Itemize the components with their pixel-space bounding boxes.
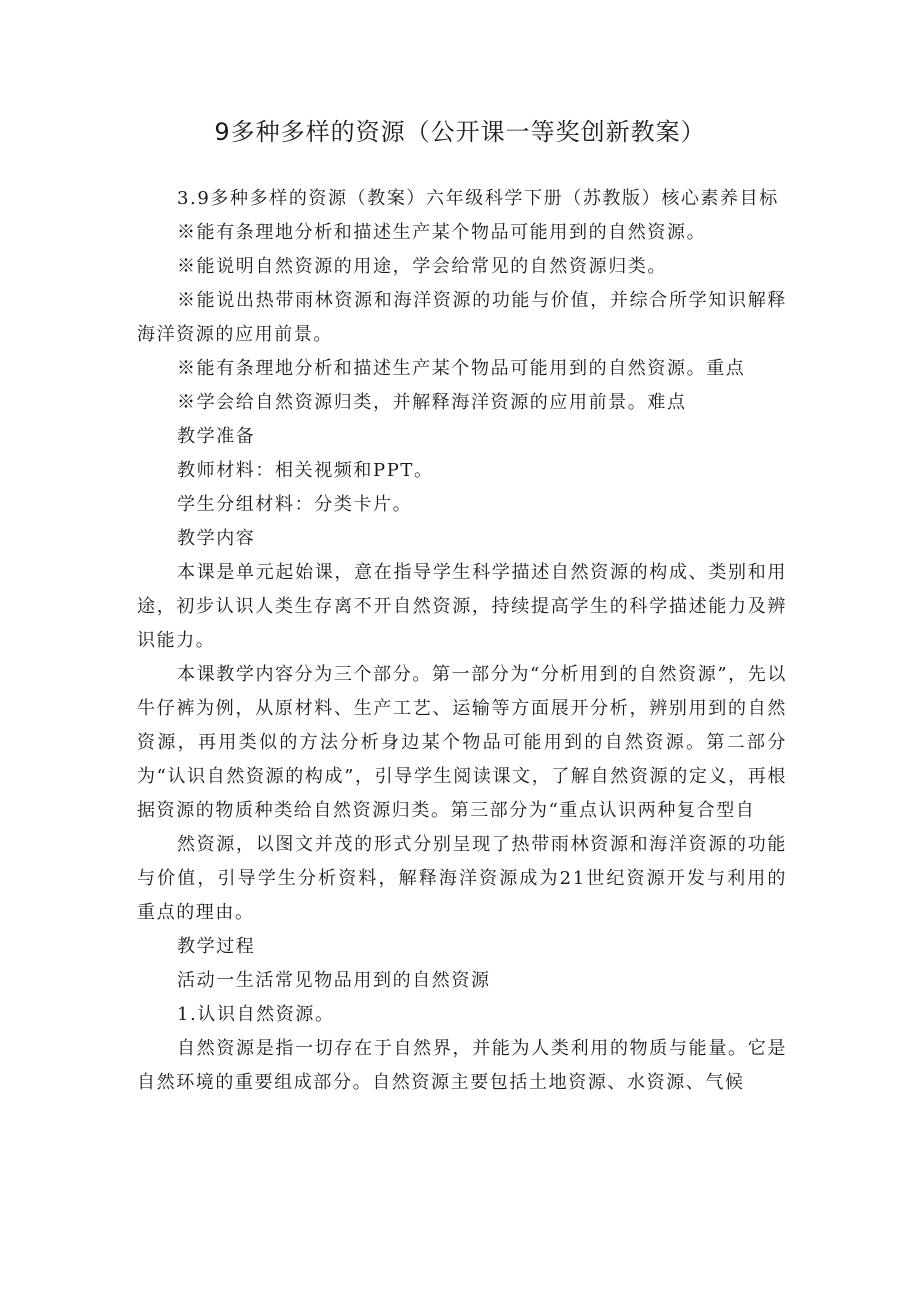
paragraph-content-3: 然资源，以图文并茂的形式分别呈现了热带雨林资源和海洋资源的功能与价值，引导学生分析资料，解释海洋资源成为21世纪资源开发与利用的重点的理由。 xyxy=(137,834,787,923)
paragraph-content-1: 本课是单元起始课，意在指导学生科学描述自然资源的构成、类别和用途，初步认识人类生存离不开自然资源，持续提高学生的科学描述能力及辨识能力。 xyxy=(137,562,787,651)
paragraph-student-materials: 学生分组材料：分类卡片。 xyxy=(177,494,413,515)
document-title: 9多种多样的资源（公开课一等奖创新教案） xyxy=(214,118,706,146)
heading-step-1: 1.认识自然资源。 xyxy=(177,1004,335,1025)
heading-teaching-preparation: 教学准备 xyxy=(177,426,256,447)
heading-teaching-process: 教学过程 xyxy=(177,936,256,957)
paragraph-goal-3: ※能说出热带雨林资源和海洋资源的功能与价值，并综合所学知识解释海洋资源的应用前景。 xyxy=(137,290,787,345)
paragraph-goal-1: ※能有条理地分析和描述生产某个物品可能用到的自然资源。 xyxy=(177,222,707,243)
paragraph-goal-2: ※能说明自然资源的用途，学会给常见的自然资源归类。 xyxy=(177,256,667,277)
heading-teaching-content: 教学内容 xyxy=(177,528,256,549)
paragraph-difficulty: ※学会给自然资源归类，并解释海洋资源的应用前景。难点 xyxy=(177,392,687,413)
paragraph-key-point: ※能有条理地分析和描述生产某个物品可能用到的自然资源。重点 xyxy=(177,358,746,379)
document-body xyxy=(137,182,787,1100)
paragraph-content-2: 本课教学内容分为三个部分。第一部分为“分析用到的自然资源”，先以牛仔裤为例，从原材料、生产工艺、运输等方面展开分析，辨别用到的自然资源，再用类似的方法分析身边某个物品可能用到的自然资源。第二部分为“认识自然资源的构成”，引导学生阅读课文，了解自然资源的定义，再根据资源的物质种类给自然资源归类。第三部分为“重点认识两种复合型自 xyxy=(137,664,787,821)
paragraph-intro: 3.9多种多样的资源（教案）六年级科学下册（苏教版）核心素养目标 xyxy=(177,188,779,209)
heading-activity-1: 活动一生活常见物品用到的自然资源 xyxy=(177,970,491,991)
paragraph-teacher-materials: 教师材料：相关视频和PPT。 xyxy=(177,460,434,481)
paragraph-natural-resources: 自然资源是指一切存在于自然界，并能为人类利用的物质与能量。它是自然环境的重要组成部分。自然资源主要包括土地资源、水资源、气候 xyxy=(137,1038,787,1093)
